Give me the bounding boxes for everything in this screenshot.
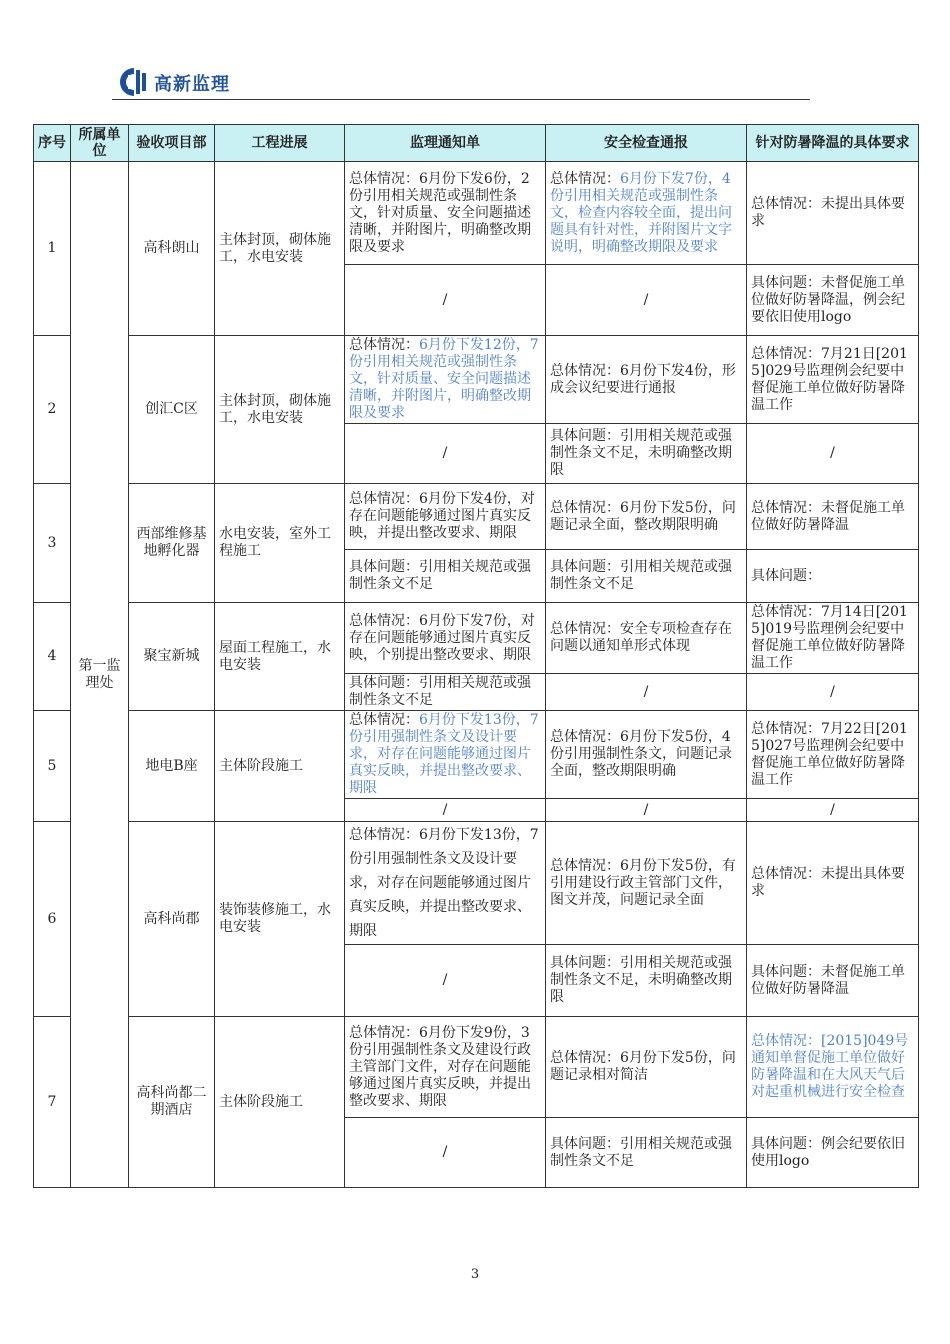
project-name: 聚宝新城 — [129, 603, 215, 711]
row-no: 2 — [34, 336, 71, 484]
heat-summary: 总体情况：未督促施工单位做好防暑降温 — [747, 484, 919, 550]
safety-summary: 总体情况：6月份下发5份，4份引用强制性条文，问题记录全面，整改期限明确 — [546, 711, 747, 799]
highlighted-text: 6月份下发13份，7份引用强制性条文及设计要求，对存在问题能够通过图片真实反映，并提出整改要求、期限 — [349, 712, 539, 796]
notice-summary: 总体情况：6月份下发13份，7份引用强制性条文及设计要求，对存在问题能够通过图片真实反映，并提出整改要求、期限 — [345, 822, 546, 945]
table-row — [34, 603, 919, 674]
summary-prefix: 总体情况： — [550, 170, 620, 187]
table-row — [34, 336, 919, 424]
notice-summary: 总体情况：6月份下发9份，3份引用强制性条文及建设行政主管部门文件，对存在问题能够通过图片真实反映，并提出整改要求、期限 — [345, 1017, 546, 1118]
header-progress: 工程进展 — [215, 125, 345, 162]
table-row — [34, 822, 919, 945]
highlighted-text: 6月份下发12份，7份引用相关规范或强制性条文，针对质量、安全问题描述清晰，并附图片，明确整改期限及要求 — [349, 337, 539, 421]
page-number: 3 — [470, 1267, 480, 1282]
safety-summary: 总体情况：6月份下发4份，形成会议纪要进行通报 — [546, 336, 747, 424]
heat-issue: / — [747, 674, 919, 711]
summary-prefix: 总体情况： — [349, 337, 419, 353]
row-no: 1 — [34, 162, 71, 336]
row-no: 6 — [34, 822, 71, 1017]
table-header-row — [34, 125, 919, 162]
header-rule — [112, 99, 810, 100]
heat-summary: 总体情况：未提出具体要求 — [747, 822, 919, 945]
notice-summary: 总体情况：6月份下发7份，对存在问题能够通过图片真实反映，个别提出整改要求、期限 — [345, 603, 546, 674]
header-heat: 针对防暑降温的具体要求 — [747, 125, 919, 162]
table-row — [34, 711, 919, 799]
row-no: 4 — [34, 603, 71, 711]
notice-summary — [345, 711, 546, 799]
heat-issue: 具体问题：未督促施工单位做好防暑降温 — [747, 945, 919, 1017]
heat-summary: 总体情况：[2015]049号通知单督促施工单位做好防暑降温和在大风天气后对起重机械进行安全检查 — [747, 1017, 919, 1118]
project-name: 高科朗山 — [129, 162, 215, 336]
company-logo-icon — [118, 66, 150, 98]
progress-cell: 主体封顶，砌体施工，水电安装 — [215, 162, 345, 336]
project-name: 创汇C区 — [129, 336, 215, 484]
safety-issue: / — [546, 799, 747, 822]
progress-cell: 屋面工程施工，水电安装 — [215, 603, 345, 711]
heat-summary: 总体情况：未提出具体要求 — [747, 162, 919, 265]
table-row — [34, 162, 919, 265]
project-name: 高科尚郡 — [129, 822, 215, 1017]
notice-issue: 具体问题：引用相关规范或强制性条文不足 — [345, 674, 546, 711]
highlighted-text: 6月份下发7份，4份引用相关规范或强制性条文，检查内容较全面，提出问题具有针对性，并附图片文字说明，明确整改期限及要求 — [550, 170, 732, 255]
safety-issue: 具体问题：引用相关规范或强制性条文不足，未明确整改期限 — [546, 424, 747, 484]
heat-issue: 具体问题：未督促施工单位做好防暑降温，例会纪要依旧使用logo — [747, 265, 919, 336]
safety-issue: 具体问题：引用相关规范或强制性条文不足 — [546, 550, 747, 603]
safety-summary: 总体情况：6月份下发5份，有引用建设行政主管部门文件，图文并茂，问题记录全面 — [546, 822, 747, 945]
safety-summary: 总体情况：安全专项检查存在问题以通知单形式体现 — [546, 603, 747, 674]
notice-summary: 总体情况：6月份下发6份，2份引用相关规范或强制性条文，针对质量、安全问题描述清晰，并附图片，明确整改期限及要求 — [345, 162, 546, 265]
progress-cell: 主体封顶，砌体施工，水电安装 — [215, 336, 345, 484]
notice-summary — [345, 336, 546, 424]
header-unit: 所属单位 — [71, 125, 129, 162]
safety-summary: 总体情况：6月份下发5份，问题记录全面，整改期限明确 — [546, 484, 747, 550]
safety-issue: / — [546, 674, 747, 711]
row-no: 5 — [34, 711, 71, 822]
heat-issue: / — [747, 424, 919, 484]
safety-issue: 具体问题：引用相关规范或强制性条文不足，未明确整改期限 — [546, 945, 747, 1017]
page-header — [118, 64, 810, 102]
project-name: 地电B座 — [129, 711, 215, 822]
safety-summary: 总体情况：6月份下发5份，问题记录相对简洁 — [546, 1017, 747, 1118]
notice-issue: / — [345, 1118, 546, 1188]
logo-text: 高新监理 — [154, 74, 230, 95]
summary-prefix: 总体情况： — [349, 712, 419, 728]
row-no: 7 — [34, 1017, 71, 1188]
heat-issue: 具体问题： — [747, 550, 919, 603]
progress-cell: 水电安装，室外工程施工 — [215, 484, 345, 603]
project-name: 高科尚都二期酒店 — [129, 1017, 215, 1188]
header-no: 序号 — [34, 125, 71, 162]
heat-issue: 具体问题：例会纪要依旧使用logo — [747, 1118, 919, 1188]
unit-cell: 第一监理处 — [71, 162, 129, 1188]
progress-cell: 主体阶段施工 — [215, 711, 345, 822]
notice-issue: / — [345, 265, 546, 336]
project-name: 西部维修基地孵化器 — [129, 484, 215, 603]
notice-issue: / — [345, 799, 546, 822]
inspection-table — [33, 124, 919, 1188]
heat-summary: 总体情况：7月21日[2015]029号监理例会纪要中督促施工单位做好防暑降温工作 — [747, 336, 919, 424]
header-safety: 安全检查通报 — [546, 125, 747, 162]
notice-issue: / — [345, 945, 546, 1017]
safety-summary — [546, 162, 747, 265]
table-row — [34, 484, 919, 550]
safety-issue: 具体问题：引用相关规范或强制性条文不足 — [546, 1118, 747, 1188]
progress-cell: 装饰装修施工，水电安装 — [215, 822, 345, 1017]
notice-issue: 具体问题：引用相关规范或强制性条文不足 — [345, 550, 546, 603]
row-no: 3 — [34, 484, 71, 603]
table-row — [34, 1017, 919, 1118]
notice-issue: / — [345, 424, 546, 484]
notice-summary: 总体情况：6月份下发4份，对存在问题能够通过图片真实反映，并提出整改要求、期限 — [345, 484, 546, 550]
heat-summary: 总体情况：7月22日[2015]027号监理例会纪要中督促施工单位做好防暑降温工作 — [747, 711, 919, 799]
safety-issue: / — [546, 265, 747, 336]
progress-cell: 主体阶段施工 — [215, 1017, 345, 1188]
header-project: 验收项目部 — [129, 125, 215, 162]
heat-issue: / — [747, 799, 919, 822]
heat-summary: 总体情况：7月14日[2015]019号监理例会纪要中督促施工单位做好防暑降温工作 — [747, 603, 919, 674]
header-notice: 监理通知单 — [345, 125, 546, 162]
